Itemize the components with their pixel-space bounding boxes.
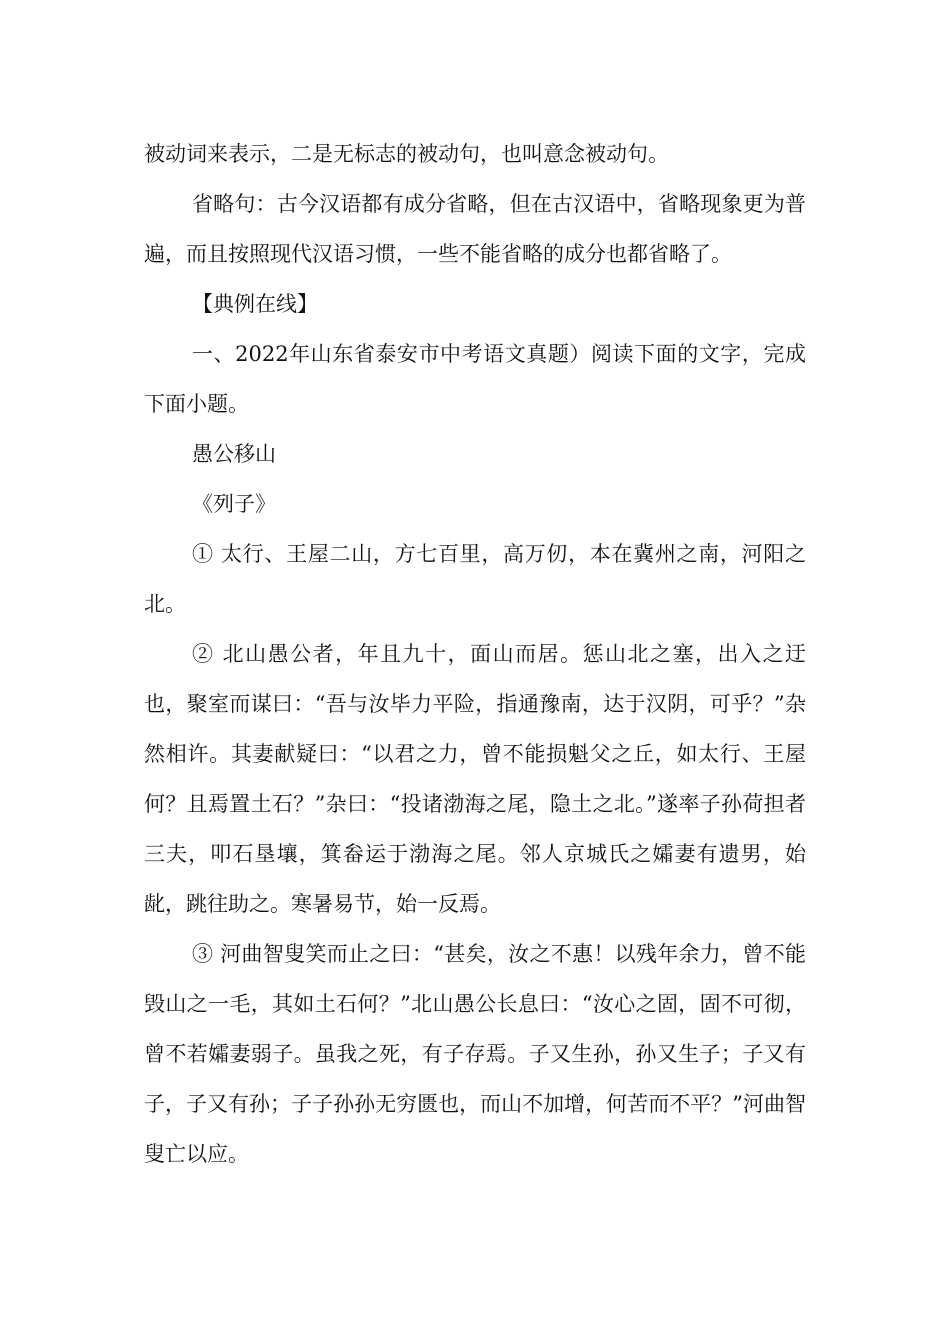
passage-paragraph-1: ① 太行、王屋二山，方七百里，高万仞，本在冀州之南，河阳之北。	[144, 542, 806, 616]
paragraph-passive-sentence-cont: 被动词来表示，二是无标志的被动句，也叫意念被动句。	[144, 142, 669, 166]
passage-title: 愚公移山	[192, 442, 276, 466]
passage-paragraph-3: ③ 河曲智叟笑而止之曰：“甚矣，汝之不惠！以残年余力，曾不能毁山之一毛，其如土石何？”北山愚公长息曰：“汝心之固，固不可彻，曾不若孀妻弱子。虽我之死，有子存焉。子又生孙，孙又生子；子又有子，子又有孙；子子孙孙无穷匮也，而山不加增，何苦而不平？”河曲智叟亡以应。	[144, 942, 806, 1166]
paragraph-ellipsis-sentence: 省略句：古今汉语都有成分省略，但在古汉语中，省略现象更为普遍，而且按照现代汉语习惯，一些不能省略的成分也都省略了。	[144, 192, 806, 266]
passage-paragraph-2: ② 北山愚公者，年且九十，面山而居。惩山北之塞，出入之迂也，聚室而谋曰：“吾与汝毕力平险，指通豫南，达于汉阴，可乎？”杂然相许。其妻献疑曰：“以君之力，曾不能损魁父之丘，如太行、王屋何？且焉置土石？”杂曰：“投诸渤海之尾，隐土之北。”遂率子孙荷担者三夫，叩石垦壤，箕畚运于渤海之尾。邻人京城氏之孀妻有遗男，始龀，跳往助之。寒暑易节，始一反焉。	[144, 642, 806, 916]
paragraph-question-intro: 一、2022年山东省泰安市中考语文真题）阅读下面的文字，完成下面小题。	[144, 342, 806, 416]
passage-source: 《列子》	[192, 492, 276, 516]
document-body	[144, 129, 806, 1179]
section-heading-examples: 【典例在线】	[192, 292, 318, 316]
